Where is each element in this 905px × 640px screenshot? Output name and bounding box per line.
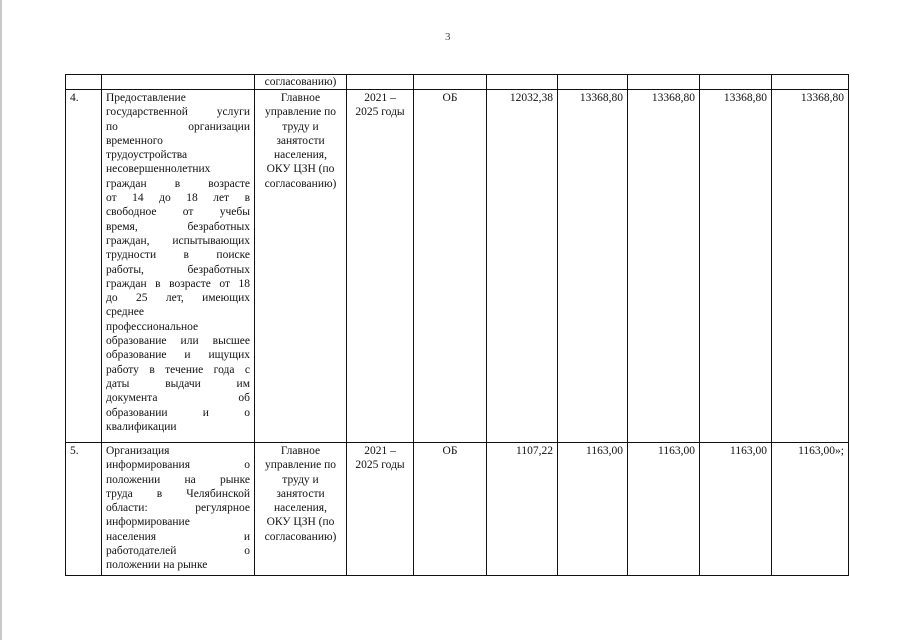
text-line: образовании и о	[106, 406, 250, 419]
text-line: образование и ищущих	[106, 349, 250, 362]
text-line: положении на рынке	[106, 473, 250, 486]
source-cell: ОБ	[414, 443, 487, 576]
value-cell: 1163,00»;	[772, 443, 849, 576]
text-line: управление по	[264, 106, 337, 119]
text-line: Главное	[280, 92, 321, 104]
text-line: свободное от учебы	[106, 206, 250, 219]
text-line: государственной услуги	[106, 106, 250, 119]
text-line: квалификации	[106, 420, 177, 433]
text-line: ОКУ ЦЗН (по	[266, 163, 335, 176]
text-line: граждан, испытывающих	[106, 234, 250, 247]
cell-empty	[772, 75, 849, 90]
text-line: труду и	[282, 120, 319, 133]
text-line: несовершеннолетних	[106, 163, 211, 176]
text-line: время, безработных	[106, 220, 250, 233]
cell-empty	[487, 75, 558, 90]
executor-cell	[255, 443, 347, 576]
text-line: ОКУ ЦЗН (по	[266, 516, 335, 529]
executor-cell	[255, 90, 347, 443]
text-line: 2025 годы	[355, 459, 405, 472]
period-cell	[347, 90, 414, 443]
page-left-edge	[0, 0, 2, 640]
text-line: профессиональное	[106, 320, 199, 333]
text-line: информирование	[106, 516, 190, 529]
table-row	[66, 443, 849, 576]
text-line: граждан в возрасте	[106, 177, 250, 190]
text-line: работодателей о	[106, 545, 250, 558]
text-line: по организации	[106, 120, 250, 133]
text-line: труду и	[282, 473, 319, 486]
text-line: области: регулярное	[106, 502, 250, 515]
cell-empty	[558, 75, 628, 90]
text-line: занятости	[276, 487, 325, 500]
cell-empty	[700, 75, 772, 90]
text-line: Главное	[280, 445, 321, 457]
text-line: от 14 до 18 лет в	[106, 192, 250, 205]
text-line: управление по	[264, 459, 337, 472]
page-number: 3	[445, 31, 451, 43]
value-cell: 1163,00	[558, 443, 628, 576]
text-line: временного	[106, 134, 163, 147]
table-row	[66, 90, 849, 443]
text-line: информирования о	[106, 459, 250, 472]
text-line: населения,	[274, 502, 327, 515]
text-line: населения и	[106, 530, 250, 543]
measures-table	[65, 74, 849, 576]
cell-empty	[66, 75, 102, 90]
period-cell	[347, 443, 414, 576]
text-line: занятости	[276, 134, 325, 147]
text-line: 2021 –	[364, 92, 396, 104]
value-cell: 1163,00	[700, 443, 772, 576]
text-line: Организация	[106, 445, 170, 457]
executor-tail-cell: согласованию)	[255, 75, 347, 90]
text-line: граждан в возрасте от 18	[106, 277, 250, 290]
measure-name-cell	[102, 90, 255, 443]
value-cell: 1163,00	[628, 443, 700, 576]
text-line: трудоустройства	[106, 149, 188, 162]
text-line: трудности в поиске	[106, 249, 250, 262]
text-line: документа об	[106, 392, 250, 405]
cell-empty	[102, 75, 255, 90]
text-line: согласованию)	[264, 530, 337, 543]
text-line: труда в Челябинской	[106, 487, 250, 500]
value-cell: 13368,80	[772, 90, 849, 443]
row-number: 4.	[66, 90, 102, 443]
text-line: работу в течение года с	[106, 363, 250, 376]
cell-empty	[347, 75, 414, 90]
measure-name-cell	[102, 443, 255, 576]
cell-empty	[414, 75, 487, 90]
text-line: положении на рынке	[106, 559, 208, 572]
text-line: согласованию)	[264, 177, 337, 190]
text-line: населения,	[274, 149, 327, 162]
text-line: среднее	[106, 306, 145, 319]
text-line: даты выдачи им	[106, 377, 250, 390]
value-cell: 12032,38	[487, 90, 558, 443]
cell-empty	[628, 75, 700, 90]
value-cell: 13368,80	[628, 90, 700, 443]
text-line: образование или высшее	[106, 335, 250, 348]
text-line: работы, безработных	[106, 263, 250, 276]
row-number: 5.	[66, 443, 102, 576]
text-line: 2021 –	[364, 445, 396, 457]
continuation-row	[66, 75, 849, 90]
text-line: до 25 лет, имеющих	[106, 292, 250, 305]
value-cell: 13368,80	[700, 90, 772, 443]
value-cell: 13368,80	[558, 90, 628, 443]
text-line: Предоставление	[106, 92, 186, 104]
value-cell: 1107,22	[487, 443, 558, 576]
source-cell: ОБ	[414, 90, 487, 443]
text-line: 2025 годы	[355, 106, 405, 119]
